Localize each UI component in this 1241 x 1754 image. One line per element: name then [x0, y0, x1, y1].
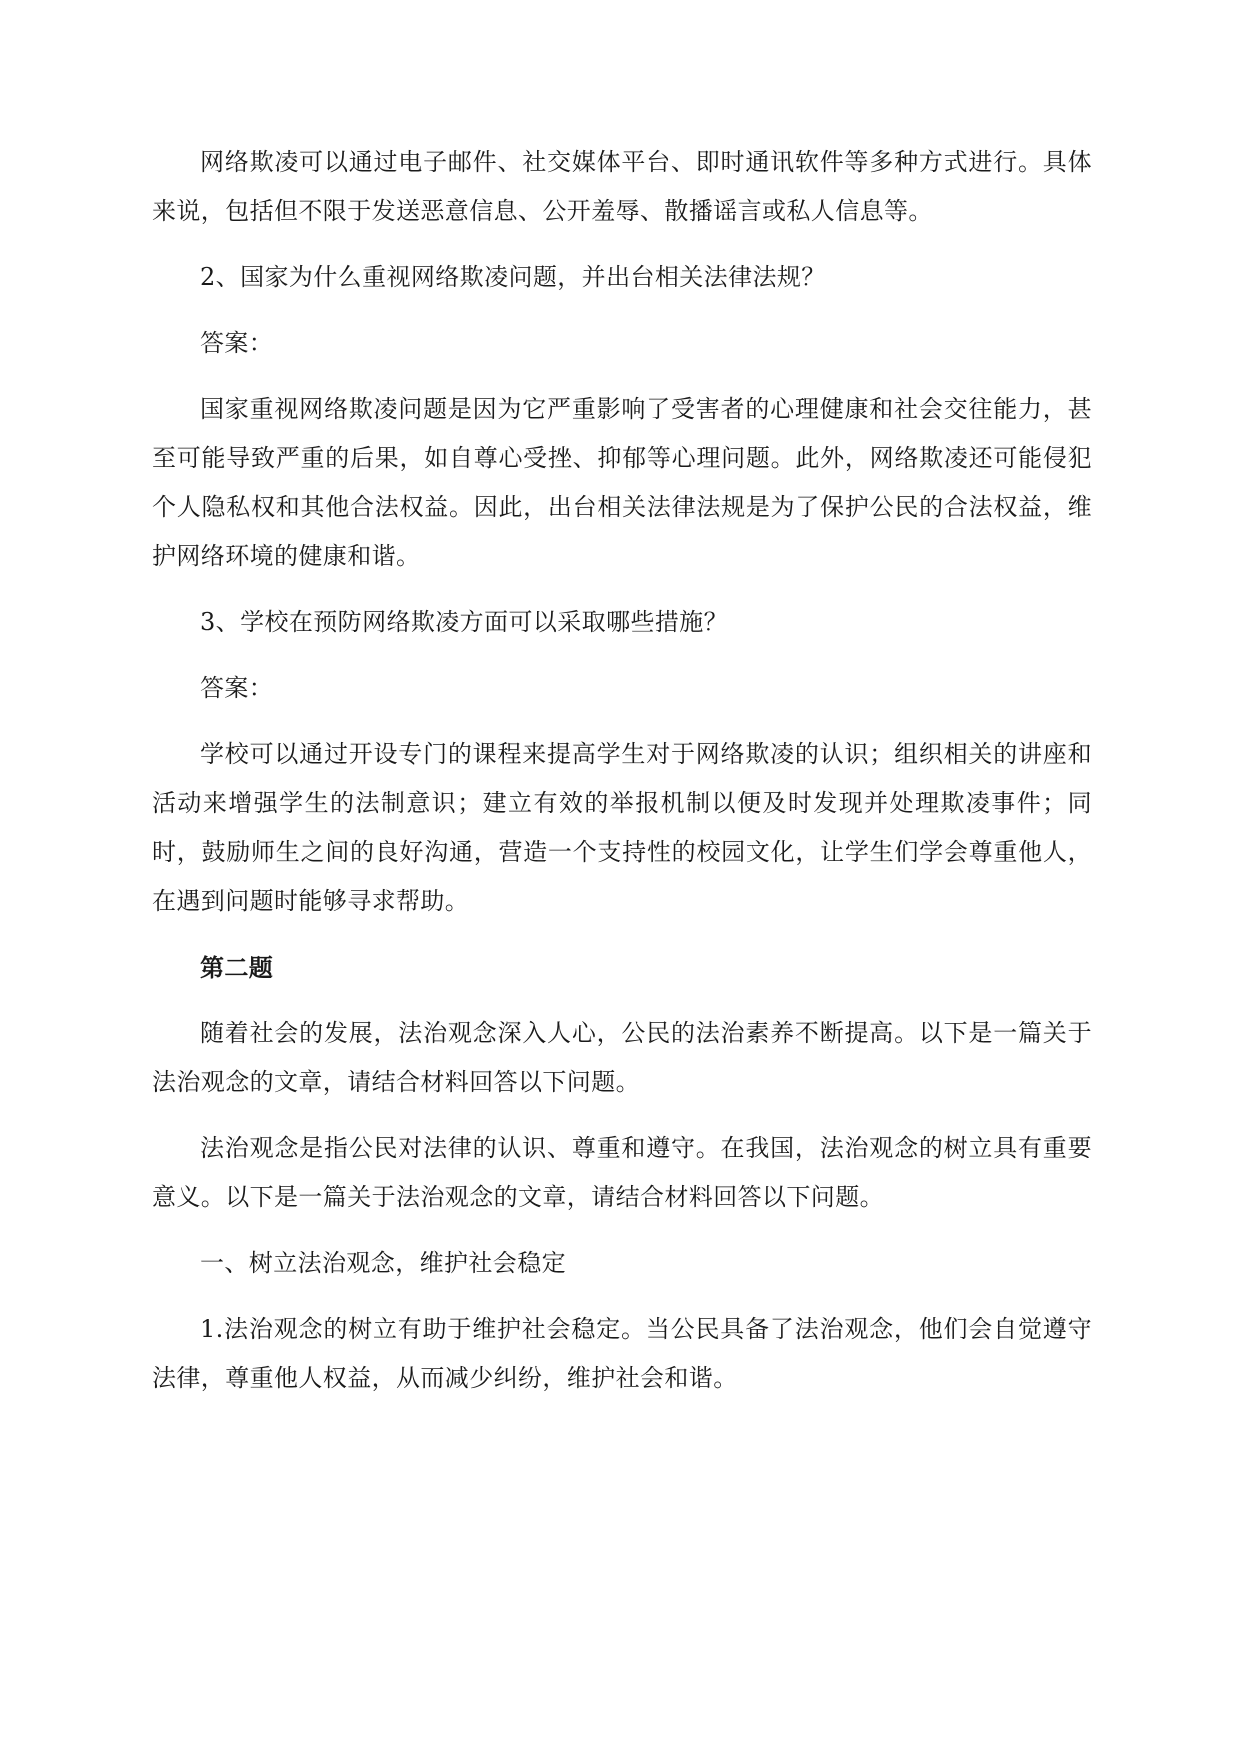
- paragraph-rule-of-law-definition: 法治观念是指公民对法律的认识、尊重和遵守。在我国，法治观念的树立具有重要意义。以下是一篇关于法治观念的文章，请结合材料回答以下问题。: [152, 1134, 1092, 1211]
- section-heading-second-question: 第二题: [200, 953, 274, 982]
- answer-label-3: 答案：: [200, 674, 274, 702]
- answer-3-text: 学校可以通过开设专门的课程来提高学生对于网络欺凌的认识；组织相关的讲座和活动来增强学生的法制意识；建立有效的举报机制以便及时发现并处理欺凌事件；同时，鼓励师生之间的良好沟通，营造一个支持性的校园文化，让学生们学会尊重他人，在遇到问题时能够寻求帮助。: [152, 740, 1092, 915]
- question-2: 2、国家为什么重视网络欺凌问题，并出台相关法律法规？: [200, 263, 826, 291]
- answer-label-2: 答案：: [200, 329, 274, 357]
- document-body: [152, 138, 1092, 1420]
- paragraph-bullying-methods: 网络欺凌可以通过电子邮件、社交媒体平台、即时通讯软件等多种方式进行。具体来说，包括但不限于发送恶意信息、公开羞辱、散播谣言或私人信息等。: [152, 148, 1092, 225]
- paragraph-intro-rule-of-law: 随着社会的发展，法治观念深入人心，公民的法治素养不断提高。以下是一篇关于法治观念的文章，请结合材料回答以下问题。: [152, 1019, 1092, 1096]
- paragraph-point-1: 1.法治观念的树立有助于维护社会稳定。当公民具备了法治观念，他们会自觉遵守法律，尊重他人权益，从而减少纠纷，维护社会和谐。: [152, 1315, 1092, 1392]
- subsection-heading-one: 一、树立法治观念，维护社会稳定: [200, 1249, 566, 1277]
- answer-2-text: 国家重视网络欺凌问题是因为它严重影响了受害者的心理健康和社会交往能力，甚至可能导致严重的后果，如自尊心受挫、抑郁等心理问题。此外，网络欺凌还可能侵犯个人隐私权和其他合法权益。因此，出台相关法律法规是为了保护公民的合法权益，维护网络环境的健康和谐。: [152, 395, 1092, 570]
- question-3: 3、学校在预防网络欺凌方面可以采取哪些措施？: [200, 608, 729, 636]
